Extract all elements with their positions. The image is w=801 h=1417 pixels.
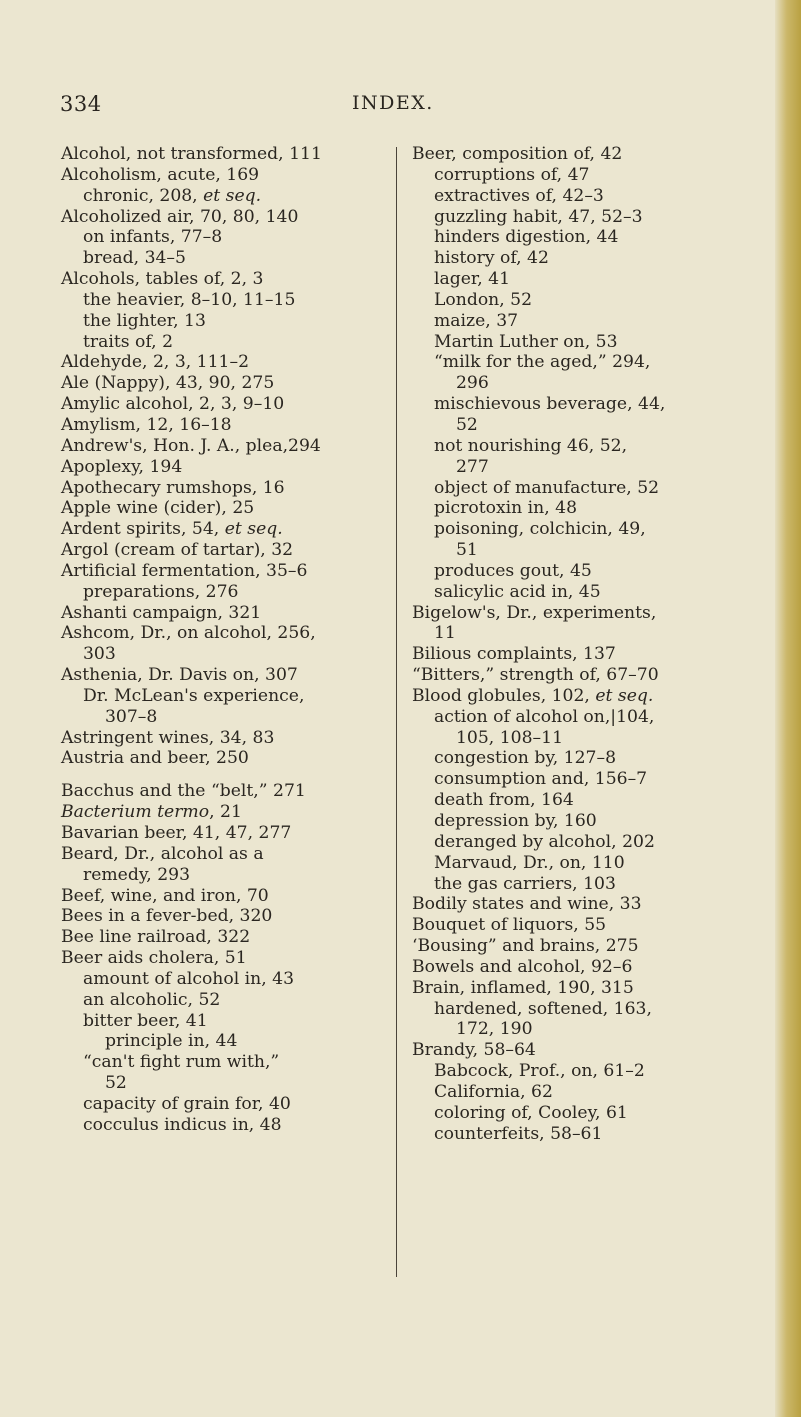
index-subentry: cocculus indicus in, 48 <box>83 1114 282 1135</box>
index-subentry: hardened, softened, 163, <box>434 998 652 1019</box>
index-subentry: picrotoxin in, 48 <box>434 498 578 519</box>
index-subentry: “can't fight rum with,” <box>83 1052 280 1073</box>
index-entry: Bee line railroad, 322 <box>61 927 251 948</box>
index-subentry: poisoning, colchicin, 49, <box>434 519 646 540</box>
index-entry: Alcohol, not transformed, 111 <box>61 144 322 164</box>
index-entry: Aldehyde, 2, 3, 111–2 <box>61 352 250 373</box>
index-entry: Apothecary rumshops, 16 <box>61 477 285 498</box>
index-subentry: 52 <box>105 1073 127 1094</box>
index-subentry: amount of alcohol in, 43 <box>83 968 295 989</box>
index-subentry: 303 <box>83 644 116 665</box>
index-column-right <box>412 144 772 1145</box>
index-entry: ‘Bousing” and brains, 275 <box>412 936 639 957</box>
index-entry: Ashcom, Dr., on alcohol, 256, <box>61 623 316 644</box>
page-edge <box>775 0 801 1417</box>
index-subentry: principle in, 44 <box>105 1031 238 1052</box>
index-subentry: congestion by, 127–8 <box>434 748 617 769</box>
index-subentry: the heavier, 8–10, 11–15 <box>83 289 296 310</box>
index-subentry: consumption and, 156–7 <box>434 769 648 790</box>
index-subentry: deranged by alcohol, 202 <box>434 831 655 852</box>
index-subentry: bread, 34–5 <box>83 248 186 269</box>
index-subentry: maize, 37 <box>434 310 519 331</box>
index-entry: Beer aids cholera, 51 <box>61 948 247 969</box>
index-subentry: 172, 190 <box>456 1019 533 1040</box>
running-title: INDEX. <box>352 92 434 114</box>
index-entry: “Bitters,” strength of, 67–70 <box>412 665 659 686</box>
index-subentry: 11 <box>434 623 456 644</box>
index-entry: Bigelow's, Dr., experiments, <box>412 602 657 623</box>
index-entry: Andrew's, Hon. J. A., plea,294 <box>61 435 321 456</box>
index-subentry: bitter beer, 41 <box>83 1010 208 1031</box>
index-subentry: 105, 108–11 <box>456 727 564 748</box>
index-entry: Beard, Dr., alcohol as a <box>61 843 264 864</box>
index-subentry: counterfeits, 58–61 <box>434 1123 603 1144</box>
index-entry: Artificial fermentation, 35–6 <box>61 560 308 581</box>
index-subentry: an alcoholic, 52 <box>83 989 221 1010</box>
index-subentry: Martin Luther on, 53 <box>434 331 618 352</box>
index-subentry: chronic, 208, et seq. <box>83 185 262 206</box>
index-entry: Alcoholism, acute, 169 <box>61 164 260 185</box>
index-entry: Argol (cream of tartar), 32 <box>61 540 294 561</box>
index-subentry: not nourishing 46, 52, <box>434 435 628 456</box>
index-entry: Bees in a fever-bed, 320 <box>61 906 273 927</box>
index-entry: Ardent spirits, 54, et seq. <box>61 519 283 540</box>
index-subentry: on infants, 77–8 <box>83 227 223 248</box>
index-subentry: 296 <box>456 373 489 394</box>
index-subentry: action of alcohol on,|104, <box>434 706 655 727</box>
index-entry: Bodily states and wine, 33 <box>412 894 642 915</box>
index-subentry: extractives of, 42–3 <box>434 185 604 206</box>
index-subentry: 52 <box>456 414 478 435</box>
index-entry: Alcoholized air, 70, 80, 140 <box>61 206 299 227</box>
index-entry: Austria and beer, 250 <box>61 748 249 769</box>
index-entry: Bavarian beer, 41, 47, 277 <box>61 823 292 843</box>
index-subentry: salicylic acid in, 45 <box>434 581 601 602</box>
index-subentry: coloring of, Cooley, 61 <box>434 1102 628 1123</box>
index-subentry: guzzling habit, 47, 52–3 <box>434 206 643 227</box>
index-entry: Bouquet of liquors, 55 <box>412 915 607 936</box>
index-entry: Amylism, 12, 16–18 <box>61 414 232 435</box>
index-subentry: Babcock, Prof., on, 61–2 <box>434 1061 645 1082</box>
index-entry: Ashanti campaign, 321 <box>61 602 262 623</box>
index-subentry: Marvaud, Dr., on, 110 <box>434 852 625 873</box>
column-divider <box>396 147 397 1277</box>
index-subentry: remedy, 293 <box>83 864 191 885</box>
index-subentry: lager, 41 <box>434 269 511 290</box>
index-subentry: mischievous beverage, 44, <box>434 394 666 415</box>
index-subentry: Dr. McLean's experience, <box>83 685 305 706</box>
index-subentry: object of manufacture, 52 <box>434 477 660 498</box>
index-subentry: corruptions of, 47 <box>434 164 590 185</box>
index-subentry: traits of, 2 <box>83 331 174 352</box>
index-subentry: produces gout, 45 <box>434 560 592 581</box>
index-subentry: 307–8 <box>105 706 158 727</box>
index-entry: Apoplexy, 194 <box>61 456 183 477</box>
page-number: 334 <box>60 92 102 116</box>
index-entry: Bowels and alcohol, 92–6 <box>412 956 633 977</box>
index-subentry: capacity of grain for, 40 <box>83 1093 291 1114</box>
index-entry: Blood globules, 102, et seq. <box>412 685 654 706</box>
index-entry: Bacchus and the “belt,” 271 <box>61 781 306 802</box>
index-subentry: death from, 164 <box>434 790 574 811</box>
index-entry: Bacterium termo, 21 <box>61 802 242 823</box>
index-subentry: history of, 42 <box>434 248 549 269</box>
index-subentry: 277 <box>456 456 489 477</box>
index-entry: Beef, wine, and iron, 70 <box>61 885 269 906</box>
index-entry: Amylic alcohol, 2, 3, 9–10 <box>61 394 285 415</box>
index-entry: Alcohols, tables of, 2, 3 <box>61 269 264 290</box>
index-subentry: London, 52 <box>434 289 533 310</box>
index-entry: Asthenia, Dr. Davis on, 307 <box>61 665 298 686</box>
index-subentry: 51 <box>456 540 478 561</box>
index-column-left <box>61 144 387 1136</box>
index-entry: Ale (Nappy), 43, 90, 275 <box>61 373 275 394</box>
index-entry: Astringent wines, 34, 83 <box>61 727 275 748</box>
index-subentry: preparations, 276 <box>83 581 239 602</box>
index-entry: Beer, composition of, 42 <box>412 144 623 164</box>
letter-group-gap <box>61 769 387 781</box>
index-entry: Brain, inflamed, 190, 315 <box>412 977 634 998</box>
index-entry: Bilious complaints, 137 <box>412 644 616 665</box>
index-subentry: hinders digestion, 44 <box>434 227 619 248</box>
index-subentry: the gas carriers, 103 <box>434 873 616 894</box>
index-subentry: California, 62 <box>434 1081 553 1102</box>
page-header <box>0 92 801 122</box>
index-subentry: depression by, 160 <box>434 811 597 831</box>
index-subentry: the lighter, 13 <box>83 310 206 331</box>
index-entry: Apple wine (cider), 25 <box>61 498 255 519</box>
index-subentry: “milk for the aged,” 294, <box>434 352 651 373</box>
index-entry: Brandy, 58–64 <box>412 1040 536 1061</box>
